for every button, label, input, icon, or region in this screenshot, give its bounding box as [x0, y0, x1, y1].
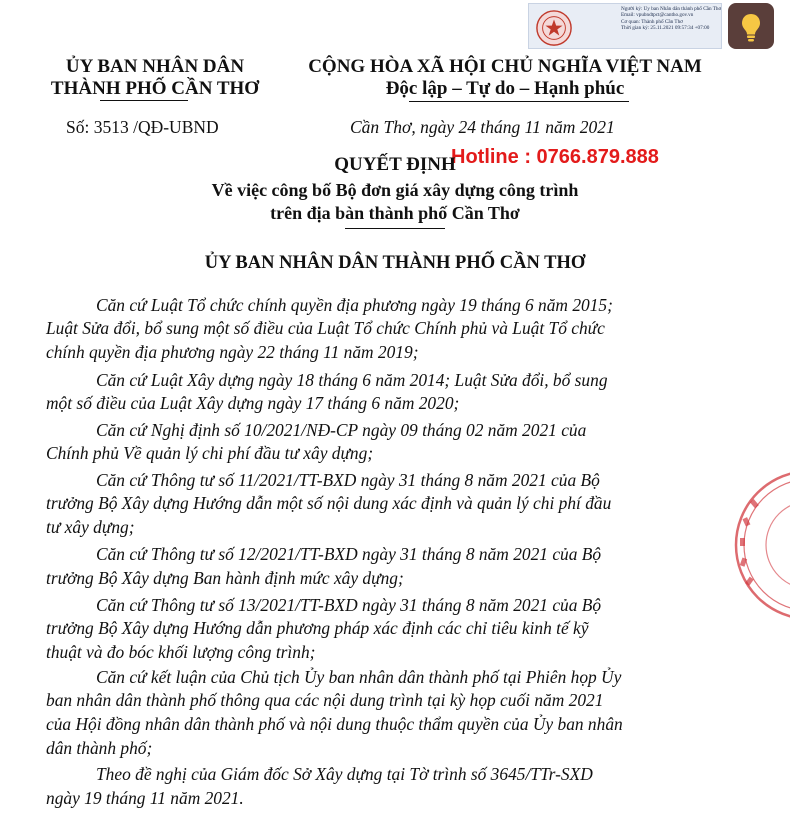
- title-underline: [345, 228, 445, 229]
- body-line: Căn cứ Thông tư số 13/2021/TT-BXD ngày 31 tháng 8 năm 2021 của Bộ: [96, 595, 602, 615]
- document-date: Cần Thơ, ngày 24 tháng 11 năm 2021: [350, 117, 615, 137]
- signature-signer: Người ký: Ủy ban Nhân dân thành phố Cần Thơ: [621, 6, 721, 12]
- issuer-name-line2: THÀNH PHỐ CẦN THƠ: [50, 78, 260, 99]
- decision-title: QUYẾT ĐỊNH: [334, 154, 456, 175]
- body-line: Căn cứ Thông tư số 12/2021/TT-BXD ngày 31 tháng 8 năm 2021 của Bộ: [96, 544, 602, 564]
- body-line: Căn cứ Thông tư số 11/2021/TT-BXD ngày 31 tháng 8 năm 2021 của Bộ: [96, 470, 600, 490]
- signature-email: Email: vpubndtpct@cantho.gov.vn: [621, 12, 694, 19]
- body-line: trưởng Bộ Xây dựng Hướng dẫn một số nội dung xác định và quản lý chi phí đầu: [46, 493, 612, 513]
- body-line: Căn cứ Luật Tổ chức chính quyền địa phương ngày 19 tháng 6 năm 2015;: [96, 295, 613, 315]
- document-number: Số: 3513 /QĐ-UBND: [66, 117, 219, 137]
- body-line: dân thành phố;: [46, 738, 153, 758]
- decision-subject-line1: Về việc công bố Bộ đơn giá xây dựng công trình: [211, 180, 579, 200]
- decision-subject-line2: trên địa bàn thành phố Cần Thơ: [270, 203, 520, 223]
- body-line: của Hội đồng nhân dân thành phố và nội dung thuộc thẩm quyền của Ủy ban nhân: [46, 714, 623, 734]
- hotline-text: Hotline : 0766.879.888: [451, 146, 659, 168]
- issuer-underline: [100, 100, 188, 101]
- national-emblem-icon: [535, 9, 573, 47]
- body-line: Chính phủ Về quản lý chi phí đầu tư xây dựng;: [46, 443, 374, 463]
- official-seal-stamp: [730, 460, 790, 630]
- issuing-authority: ỦY BAN NHÂN DÂN THÀNH PHỐ CẦN THƠ: [204, 253, 586, 273]
- national-motto: Độc lập – Tự do – Hạnh phúc: [385, 78, 625, 99]
- national-title: CỘNG HÒA XÃ HỘI CHỦ NGHĨA VIỆT NAM: [308, 56, 702, 77]
- body-line: Căn cứ kết luận của Chủ tịch Ủy ban nhân dân thành phố tại Phiên họp Ủy: [96, 667, 622, 687]
- body-line: ngày 19 tháng 11 năm 2021.: [46, 788, 244, 808]
- issuer-name-line1: ỦY BAN NHÂN DÂN: [65, 56, 245, 77]
- lightbulb-icon: [728, 3, 774, 49]
- body-line: Luật Sửa đổi, bổ sung một số điều của Luật Tổ chức Chính phủ và Luật Tổ chức: [46, 318, 605, 338]
- body-line: Căn cứ Luật Xây dựng ngày 18 tháng 6 năm 2014; Luật Sửa đổi, bổ sung: [96, 370, 608, 390]
- digital-signature-box: [528, 3, 722, 49]
- body-line: trưởng Bộ Xây dựng Hướng dẫn phương pháp xác định các chỉ tiêu kinh tế kỹ: [46, 618, 589, 638]
- body-line: Căn cứ Nghị định số 10/2021/NĐ-CP ngày 09 tháng 02 năm 2021 của: [96, 420, 587, 440]
- motto-underline: [409, 101, 629, 102]
- body-line: chính quyền địa phương ngày 22 tháng 11 năm 2019;: [46, 342, 419, 362]
- signature-agency: Cơ quan: Thành phố Cần Thơ: [621, 18, 683, 25]
- signature-details: [621, 6, 721, 32]
- body-line: ban nhân dân thành phố thông qua các nội dung trình tại kỳ họp cuối năm 2021: [46, 690, 604, 710]
- lightbulb-button[interactable]: [728, 3, 774, 49]
- body-line: một số điều của Luật Xây dựng ngày 17 tháng 6 năm 2020;: [46, 393, 460, 413]
- body-line: trưởng Bộ Xây dựng Ban hành định mức xây dựng;: [46, 568, 404, 588]
- body-line: Theo đề nghị của Giám đốc Sở Xây dựng tại Tờ trình số 3645/TTr-SXD: [96, 764, 593, 784]
- signature-time: Thời gian ký: 25.11.2021 09:57:34 +07:00: [621, 25, 710, 32]
- body-line: tư xây dựng;: [46, 517, 135, 537]
- body-line: thuật và đo bóc khối lượng công trình;: [46, 642, 316, 662]
